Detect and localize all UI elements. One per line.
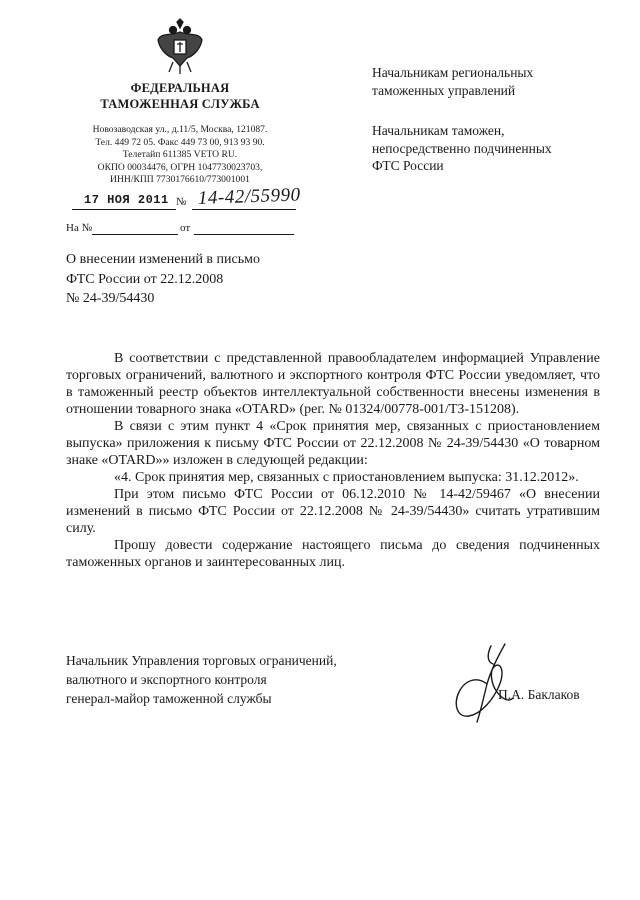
handwritten-signature [447, 640, 517, 725]
registration-date: 17 НОЯ 2011 [84, 193, 169, 207]
address-line: Тел. 449 72 05. Факс 449 73 00, 913 93 90. [95, 136, 265, 148]
recipient-line: непосредственно подчиненных [372, 140, 552, 156]
coat-of-arms-emblem [155, 18, 205, 76]
address-line: Новозаводская ул., д.11/5, Москва, 121087. [92, 124, 268, 135]
reference-number-line [92, 234, 178, 235]
signer-title-line: генерал-майор таможенной службы [66, 691, 272, 706]
registration-date-line [72, 209, 176, 210]
signer-title [66, 651, 396, 708]
recipient-line: Начальникам региональных [372, 65, 534, 80]
subject-line: ФТС России от 22.12.2008 [66, 271, 224, 287]
reference-label: На № [66, 222, 93, 234]
signer-title-line: валютного и экспортного контроля [66, 672, 267, 687]
organization-address [60, 124, 300, 187]
signer-title-line: Начальник Управления торговых ограничений, [66, 653, 337, 668]
recipient-line: ФТС России [372, 158, 444, 173]
body-paragraph: В соответствии с представленной правообладателем информацией Управление торговых ограничений, валютного и экспортного контроля ФТС России уведомляет, что в таможенный реестр объектов интеллектуальной собственности внесены изменения в отношении товарного знака «OTARD» (рег. № 01324/00778-001/ТЗ-151208). [66, 351, 600, 417]
recipient-line: Начальникам таможен, [372, 123, 505, 138]
recipient-block-2 [372, 122, 622, 175]
address-line: Телетайп 611385 VETO RU. [122, 149, 238, 161]
body-paragraph: При этом письмо ФТС России от 06.12.2010 № 14-42/59467 «О внесении изменений в письмо ФТС России от 22.12.2008 № 24-39/54430» считать утратившим силу. [66, 487, 600, 536]
body-quote-paragraph: «4. Срок принятия мер, связанных с приостановлением выпуска: 31.12.2012». [114, 470, 579, 485]
registration-number: 14-42/55990 [197, 184, 301, 209]
subject-line: О внесении изменений в письмо [66, 252, 260, 267]
registration-number-line [192, 209, 296, 210]
body-paragraph: Прошу довести содержание настоящего письма до сведения подчиненных таможенных органов и заинтересованных лиц. [66, 538, 600, 570]
address-line: ИНН/КПП 7730176610/773001001 [110, 174, 250, 186]
subject-line: № 24-39/54430 [66, 291, 155, 306]
registration-number-label: № [176, 196, 187, 208]
address-line: ОКПО 00034476, ОГРН 1047730023703, [97, 161, 263, 173]
recipient-line: таможенных управлений [372, 82, 516, 98]
org-line-2: ТАМОЖЕННАЯ СЛУЖБА [100, 97, 260, 111]
letter-subject [66, 250, 346, 309]
organization-name [60, 80, 300, 112]
reference-date-line [194, 234, 294, 235]
org-line-1: ФЕДЕРАЛЬНАЯ [130, 81, 230, 95]
body-paragraph: В связи с этим пункт 4 «Срок принятия мер, связанных с приостановлением выпуска» приложения к письму ФТС России от 22.12.2008 № 24-39/54430 «О товарном знаке «OTARD»» изложен в следующей редакции: [66, 419, 600, 468]
recipient-block-1 [372, 64, 622, 99]
signer-name: П.А. Баклаков [498, 687, 580, 702]
reference-from-label: от [180, 222, 191, 234]
letter-body [66, 350, 600, 571]
